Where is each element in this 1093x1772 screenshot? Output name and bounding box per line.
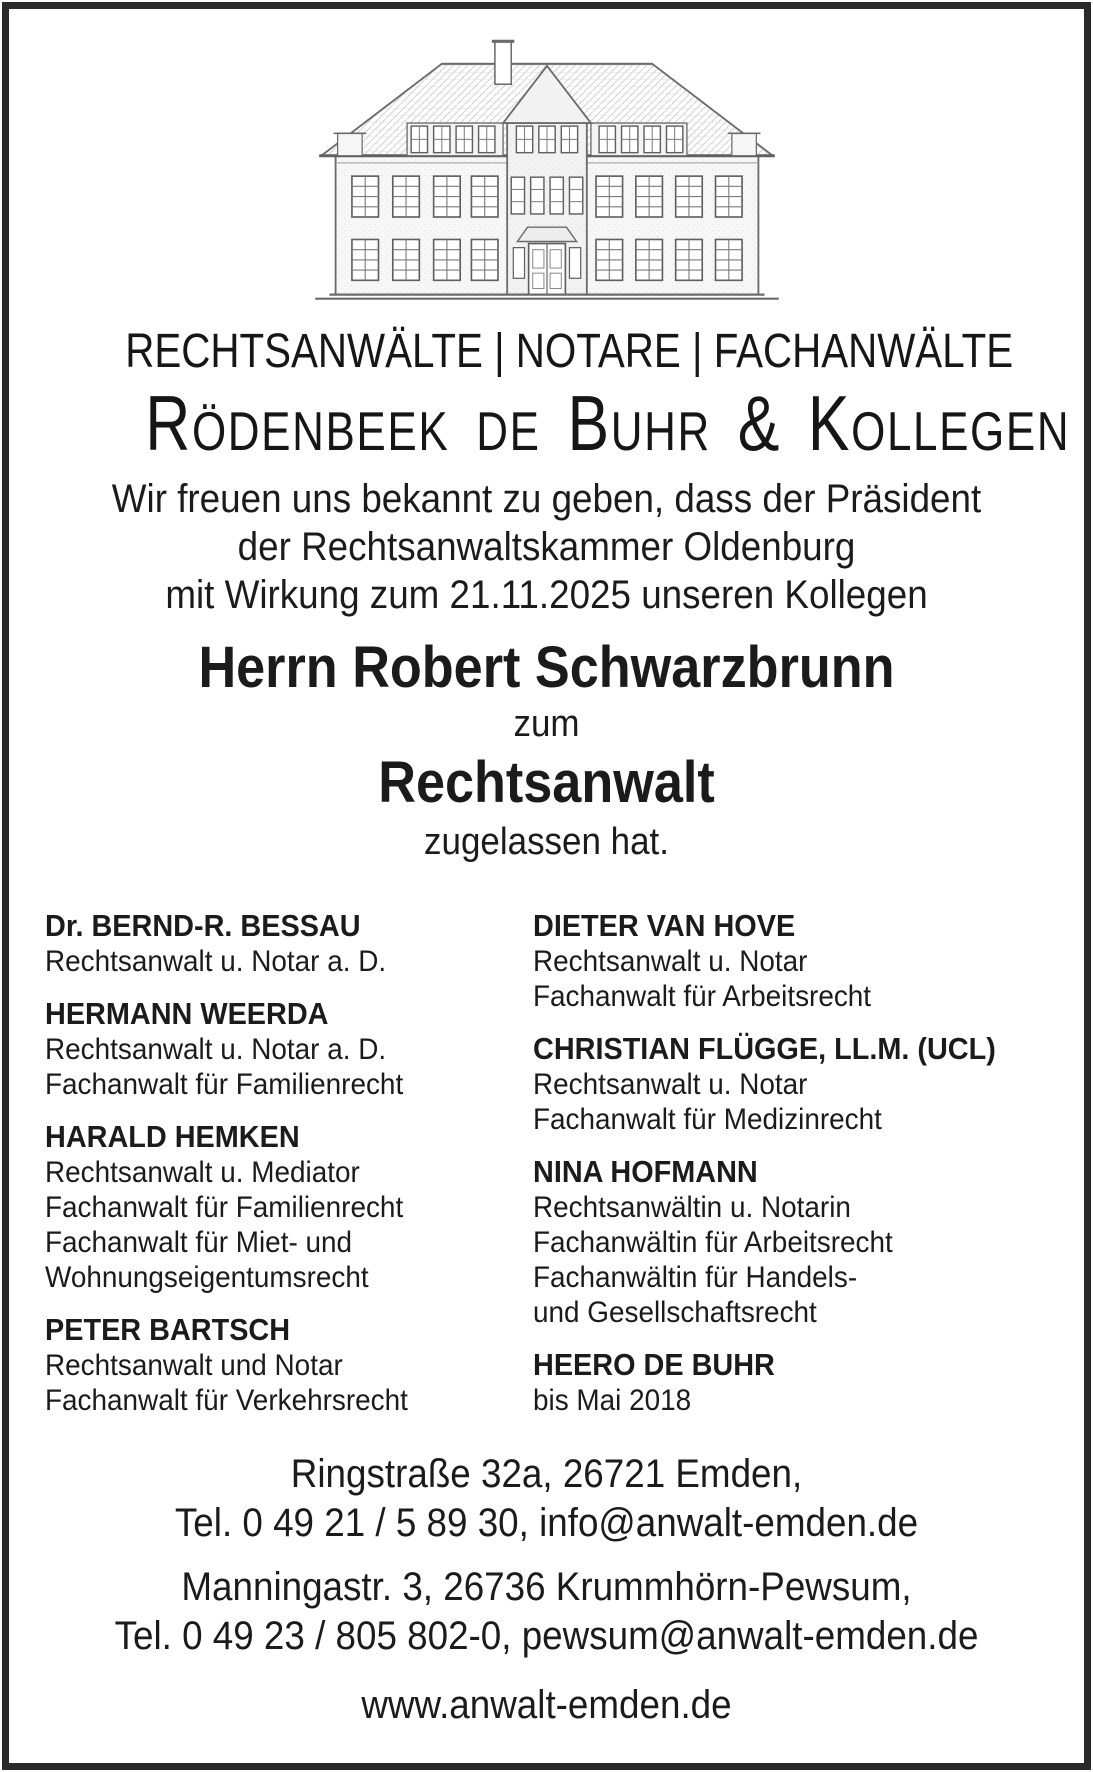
lawyer-role-line: Fachanwalt für Medizinrecht (533, 1102, 882, 1136)
intro-line-1: Wir freuen uns bekannt zu geben, dass der Präsident (111, 477, 982, 522)
lawyer-role-line: Fachanwalt für Verkehrsrecht (45, 1383, 408, 1417)
lawyer-entry (45, 1312, 499, 1418)
tagline: RECHTSANWÄLTE | NOTARE | FACHANWÄLTE (125, 325, 1014, 378)
lawyer-name: PETER BARTSCH (45, 1311, 291, 1347)
lawyer-role-line: Fachanwalt für Miet- und (45, 1225, 353, 1259)
lawyer-entry (45, 996, 499, 1102)
lawyers-right-column (533, 908, 1012, 1418)
lawyer-role-line: Rechtsanwältin u. Notarin (533, 1190, 851, 1224)
building-illustration (307, 33, 787, 305)
lawyer-role-line: Wohnungseigentumsrecht (45, 1260, 369, 1294)
lawyer-role-line: Fachanwalt für Familienrecht (45, 1190, 404, 1224)
lawyer-name: HARALD HEMKEN (45, 1118, 300, 1154)
office-pewsum-phone: Tel. 0 49 23 / 805 802-0, pewsum@anwalt-emden.de (114, 1613, 979, 1658)
lawyer-name: NINA HOFMANN (533, 1153, 758, 1189)
lawyer-role-line: Fachanwältin für Arbeitsrecht (533, 1225, 893, 1259)
website-url: www.anwalt-emden.de (361, 1682, 732, 1727)
lawyer-columns (45, 908, 1048, 1418)
lawyer-role-line: Rechtsanwalt und Notar (45, 1348, 343, 1382)
intro-paragraph (85, 475, 1008, 619)
lawyer-entry (45, 1119, 499, 1295)
office-emden-address: Ringstraße 32a, 26721 Emden, (290, 1451, 803, 1496)
lawyer-entry (533, 1154, 1012, 1330)
lawyer-name: Dr. BERND-R. BESSAU (45, 907, 361, 943)
office-emden-phone: Tel. 0 49 21 / 5 89 30, info@anwalt-emden.de (174, 1500, 919, 1545)
lawyer-entry (533, 1031, 1012, 1137)
lawyer-role-line: Fachanwältin für Handels- (533, 1260, 858, 1294)
lawyer-role-line: Rechtsanwalt u. Notar (533, 944, 808, 978)
lawyer-name: CHRISTIAN FLÜGGE, LL.M. (UCL) (533, 1030, 996, 1066)
advertisement-frame (2, 2, 1091, 1770)
lawyer-role-line: Rechtsanwalt u. Notar (533, 1067, 808, 1101)
lawyer-entry (45, 908, 499, 979)
lawyer-name: HEERO DE BUHR (533, 1346, 775, 1382)
office-pewsum (85, 1563, 1008, 1661)
lawyer-role-line: Rechtsanwalt u. Notar a. D. (45, 1032, 387, 1066)
firm-name: Rödenbeek de Buhr & Kollegen (145, 378, 1071, 467)
closing-line: zugelassen hat. (424, 821, 669, 864)
intro-line-2: der Rechtsanwaltskammer Oldenburg (237, 525, 856, 570)
connector-zum: zum (513, 702, 580, 745)
lawyer-entry (533, 1347, 1012, 1418)
lawyers-left-column (45, 908, 499, 1418)
office-pewsum-address: Manningastr. 3, 26736 Krummhörn-Pewsum, (181, 1564, 912, 1609)
contact-section (85, 1450, 1008, 1661)
lawyer-role-line: Rechtsanwalt u. Notar a. D. (45, 944, 387, 978)
building-chimney (491, 41, 513, 84)
honoree-name: Herrn Robert Schwarzbrunn (198, 635, 895, 701)
lawyer-entry (533, 908, 1012, 1014)
lawyer-role-line: bis Mai 2018 (533, 1383, 692, 1417)
lawyer-name: HERMANN WEERDA (45, 995, 329, 1031)
lawyer-name: DIETER VAN HOVE (533, 907, 796, 943)
admission-title: Rechtsanwalt (378, 749, 715, 815)
lawyer-role-line: Rechtsanwalt u. Mediator (45, 1155, 360, 1189)
building-ground-line (315, 295, 779, 299)
lawyer-role-line: Fachanwalt für Familienrecht (45, 1067, 404, 1101)
lawyer-role-line: Fachanwalt für Arbeitsrecht (533, 979, 872, 1013)
intro-line-3: mit Wirkung zum 21.11.2025 unseren Kollegen (165, 573, 928, 618)
office-emden (85, 1450, 1008, 1548)
lawyer-role-line: und Gesellschaftsrecht (533, 1295, 817, 1329)
